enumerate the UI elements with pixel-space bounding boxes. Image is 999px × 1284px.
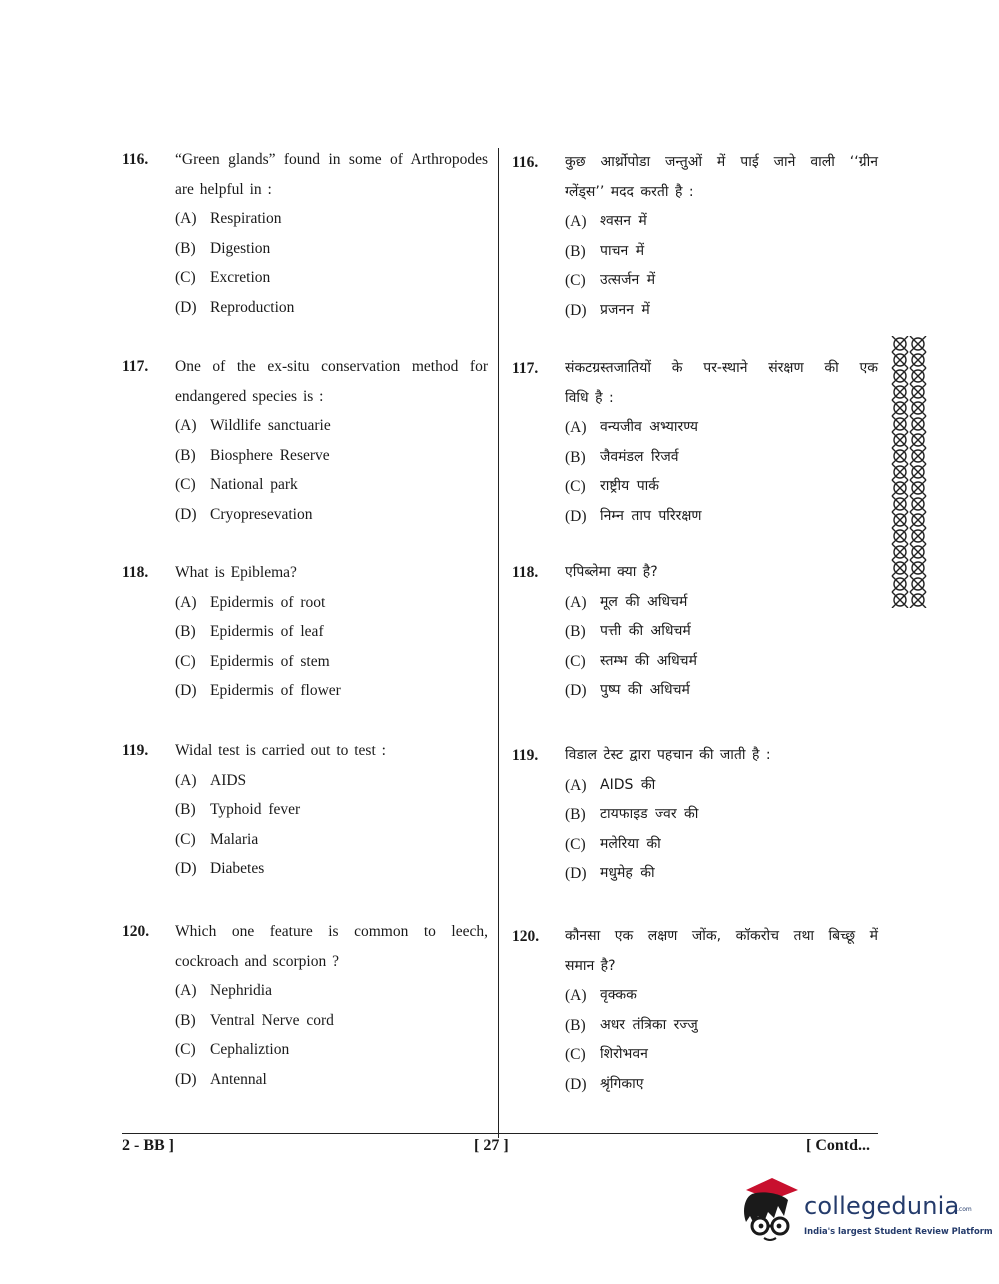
- option-text: Excretion: [210, 269, 271, 287]
- option-text: निम्न ताप परिरक्षण: [600, 507, 702, 524]
- question-text: Which one feature is common to leech,: [175, 923, 488, 940]
- option-text: Cryopresevation: [210, 505, 313, 523]
- question-118: [512, 558, 878, 706]
- footer-contd: [ Contd...: [806, 1137, 871, 1154]
- footer-rule: [122, 1133, 878, 1134]
- option-letter: (A): [565, 776, 587, 794]
- option-item: [175, 976, 488, 1006]
- question-text: कौनसा एक लक्षण जोंक, कॉकरोच तथा बिच्छू में: [565, 928, 878, 944]
- option-item: [175, 204, 488, 234]
- option-item: [175, 617, 488, 647]
- option-text: Antennal: [210, 1070, 267, 1088]
- question-line: [122, 175, 488, 205]
- question-text: What is Epiblema?: [175, 564, 297, 581]
- option-item: [565, 617, 878, 647]
- question-number: 117.: [512, 360, 539, 377]
- option-text: Epidermis of flower: [210, 682, 341, 700]
- option-letter: (B): [565, 806, 586, 824]
- options-list: [565, 207, 878, 325]
- collegedunia-logo[interactable]: [738, 1176, 993, 1246]
- question-text: ग्लेंड्स’’ मदद करती है :: [565, 183, 694, 200]
- option-item: [175, 676, 488, 706]
- option-letter: (A): [565, 593, 587, 611]
- option-item: [565, 296, 878, 326]
- page-number: [ 27 ]: [474, 1137, 509, 1154]
- options-list: [565, 771, 878, 889]
- question-text: कुछ आर्थ्रोपोडा जन्तुओं में पाई जाने वाली ‘‘ग्रीन: [565, 154, 878, 170]
- question-118: [122, 558, 488, 706]
- option-item: [175, 293, 488, 323]
- option-letter: (B): [175, 801, 196, 819]
- option-letter: (A): [565, 419, 587, 436]
- option-text: मलेरिया की: [600, 835, 661, 852]
- question-number: [512, 952, 565, 982]
- question-text: “Green glands” found in some of Arthropodes: [175, 151, 488, 168]
- question-line: [122, 917, 488, 947]
- option-letter: (D): [175, 682, 197, 700]
- option-item: [175, 588, 488, 618]
- question-number: [122, 382, 175, 412]
- option-item: [565, 207, 878, 237]
- option-letter: (C): [175, 476, 196, 494]
- brand-tagline: India's largest Student Review Platform: [804, 1226, 993, 1236]
- option-text: Digestion: [210, 239, 271, 257]
- option-item: [565, 443, 878, 473]
- column-divider: [498, 148, 499, 1138]
- option-item: [565, 1011, 878, 1041]
- option-text: Diabetes: [210, 860, 265, 878]
- option-text: स्तम्भ की अधिचर्म: [600, 652, 697, 669]
- option-text: Malaria: [210, 830, 259, 848]
- option-letter: (A): [175, 593, 197, 611]
- option-item: [565, 981, 878, 1011]
- option-item: [175, 263, 488, 293]
- option-text: Epidermis of root: [210, 593, 326, 611]
- option-letter: (C): [175, 1041, 196, 1059]
- question-116: [122, 145, 488, 322]
- question-line: [122, 947, 488, 977]
- question-number: [122, 175, 175, 205]
- options-list: [175, 588, 488, 706]
- option-item: [175, 234, 488, 264]
- option-item: [565, 1070, 878, 1100]
- option-letter: (B): [175, 446, 196, 464]
- question-number: 119.: [122, 742, 149, 759]
- option-letter: (A): [175, 771, 197, 789]
- brand-name: collegedunia: [804, 1192, 960, 1220]
- option-text: मूल की अधिचर्म: [600, 593, 688, 610]
- question-line: [512, 558, 878, 588]
- option-letter: (B): [175, 239, 196, 257]
- option-text: Biosphere Reserve: [210, 446, 330, 464]
- question-116: [512, 148, 878, 325]
- option-text: वन्यजीव अभ्यारण्य: [600, 419, 699, 435]
- option-item: [175, 795, 488, 825]
- question-number: 118.: [122, 564, 149, 581]
- option-text: Ventral Nerve cord: [210, 1011, 334, 1029]
- option-text: Cephaliztion: [210, 1041, 290, 1059]
- decorative-border-pattern: [890, 336, 928, 608]
- question-line: [512, 741, 878, 771]
- option-text: Reproduction: [210, 298, 295, 316]
- option-item: [565, 676, 878, 706]
- question-number: 117.: [122, 358, 149, 375]
- option-letter: (B): [565, 623, 586, 641]
- option-item: [565, 830, 878, 860]
- options-list: [175, 411, 488, 529]
- option-text: Wildlife sanctuarie: [210, 417, 331, 434]
- option-letter: (C): [565, 652, 586, 670]
- option-text: टायफाइड ज्वर की: [600, 806, 699, 823]
- question-line: [512, 922, 878, 952]
- option-item: [565, 472, 878, 502]
- option-letter: (C): [175, 652, 196, 670]
- option-letter: (A): [175, 417, 197, 434]
- option-item: [175, 825, 488, 855]
- option-text: जैवमंडल रिजर्व: [600, 448, 679, 465]
- option-item: [175, 1035, 488, 1065]
- brand-suffix: .com: [957, 1206, 972, 1213]
- question-number: 120.: [512, 928, 540, 945]
- option-text: AIDS की: [600, 776, 656, 793]
- question-120: [512, 922, 878, 1099]
- option-letter: (A): [175, 210, 197, 227]
- mascot-icon: [738, 1176, 802, 1246]
- option-text: उत्सर्जन में: [600, 272, 656, 289]
- option-letter: (A): [565, 213, 587, 230]
- question-number: 120.: [122, 923, 150, 940]
- option-item: [565, 502, 878, 532]
- option-item: [565, 647, 878, 677]
- question-117: [512, 354, 878, 531]
- option-letter: (D): [565, 865, 587, 883]
- option-letter: (B): [175, 623, 196, 641]
- question-line: [512, 178, 878, 208]
- option-item: [565, 588, 878, 618]
- question-line: [122, 382, 488, 412]
- options-list: [565, 588, 878, 706]
- option-text: Typhoid fever: [210, 801, 301, 819]
- question-text: are helpful in :: [175, 180, 272, 198]
- option-item: [565, 859, 878, 889]
- option-letter: (C): [565, 835, 586, 853]
- options-list: [175, 976, 488, 1094]
- options-list: [175, 766, 488, 884]
- option-letter: (A): [175, 982, 197, 999]
- option-text: पुष्प की अधिचर्म: [600, 682, 690, 699]
- option-item: [175, 854, 488, 884]
- option-letter: (B): [175, 1011, 196, 1029]
- option-text: Epidermis of leaf: [210, 623, 324, 641]
- option-item: [175, 470, 488, 500]
- question-number: [512, 178, 565, 208]
- question-line: [122, 736, 488, 766]
- option-text: शिरोभवन: [600, 1046, 648, 1063]
- option-text: राष्ट्रीय पार्क: [600, 478, 660, 495]
- option-letter: (D): [565, 301, 587, 319]
- question-number: 116.: [512, 154, 539, 171]
- option-text: श्वसन में: [600, 213, 647, 229]
- option-item: [565, 266, 878, 296]
- question-119: [122, 736, 488, 884]
- question-117: [122, 352, 488, 529]
- option-letter: (D): [175, 298, 197, 316]
- option-text: Epidermis of stem: [210, 652, 330, 670]
- option-item: [565, 413, 878, 443]
- question-text: One of the ex-situ conservation method for: [175, 358, 488, 375]
- option-letter: (C): [175, 269, 196, 287]
- option-item: [565, 771, 878, 801]
- option-letter: (B): [565, 242, 586, 260]
- option-item: [175, 647, 488, 677]
- option-text: प्रजनन में: [600, 301, 650, 318]
- option-item: [175, 766, 488, 796]
- option-letter: (C): [565, 478, 586, 496]
- option-item: [175, 411, 488, 441]
- option-item: [175, 500, 488, 530]
- option-text: Nephridia: [210, 982, 272, 999]
- option-letter: (B): [565, 1016, 586, 1034]
- option-letter: (C): [565, 272, 586, 290]
- option-text: अधर तंत्रिका रज्जु: [600, 1016, 698, 1033]
- question-text: समान है?: [565, 957, 616, 974]
- question-line: [122, 352, 488, 382]
- options-list: [175, 204, 488, 322]
- option-item: [175, 441, 488, 471]
- question-line: [512, 952, 878, 982]
- question-text: endangered species is :: [175, 387, 324, 405]
- option-text: पाचन में: [600, 242, 645, 259]
- question-number: 116.: [122, 151, 149, 168]
- question-number: 119.: [512, 747, 539, 764]
- question-119: [512, 741, 878, 889]
- question-text: Widal test is carried out to test :: [175, 742, 386, 759]
- question-line: [512, 354, 878, 384]
- footer-code: 2 - BB ]: [122, 1137, 174, 1154]
- question-text: विडाल टेस्ट द्वारा पहचान की जाती है :: [565, 747, 771, 763]
- option-item: [175, 1065, 488, 1095]
- option-text: पत्ती की अधिचर्म: [600, 623, 691, 640]
- option-text: National park: [210, 476, 298, 494]
- option-letter: (C): [175, 830, 196, 848]
- options-list: [565, 413, 878, 531]
- option-item: [565, 1040, 878, 1070]
- question-line: [512, 384, 878, 414]
- question-text: संकटग्रस्तजातियों के पर-स्थाने संरक्षण की एक: [565, 360, 878, 376]
- option-letter: (D): [565, 507, 587, 525]
- question-number: [512, 384, 565, 414]
- option-text: वृक्कक: [600, 987, 637, 1003]
- question-line: [512, 148, 878, 178]
- option-letter: (D): [175, 860, 197, 878]
- question-text: cockroach and scorpion ?: [175, 952, 339, 970]
- question-number: [122, 947, 175, 977]
- option-letter: (B): [565, 448, 586, 466]
- question-number: 118.: [512, 564, 539, 581]
- option-letter: (D): [175, 505, 197, 523]
- option-letter: (C): [565, 1046, 586, 1064]
- question-120: [122, 917, 488, 1094]
- option-letter: (D): [565, 1075, 587, 1093]
- option-text: AIDS: [210, 771, 247, 789]
- option-text: Respiration: [210, 210, 282, 227]
- question-line: [122, 558, 488, 588]
- option-item: [565, 800, 878, 830]
- option-item: [565, 237, 878, 267]
- option-text: श्रृंगिकाए: [600, 1075, 644, 1092]
- option-text: मधुमेह की: [600, 865, 655, 882]
- question-line: [122, 145, 488, 175]
- question-text: विधि है :: [565, 389, 614, 406]
- option-item: [175, 1006, 488, 1036]
- option-letter: (D): [175, 1070, 197, 1088]
- options-list: [565, 981, 878, 1099]
- option-letter: (D): [565, 682, 587, 700]
- option-letter: (A): [565, 987, 587, 1004]
- question-text: एपिब्लेमा क्या है?: [565, 564, 658, 580]
